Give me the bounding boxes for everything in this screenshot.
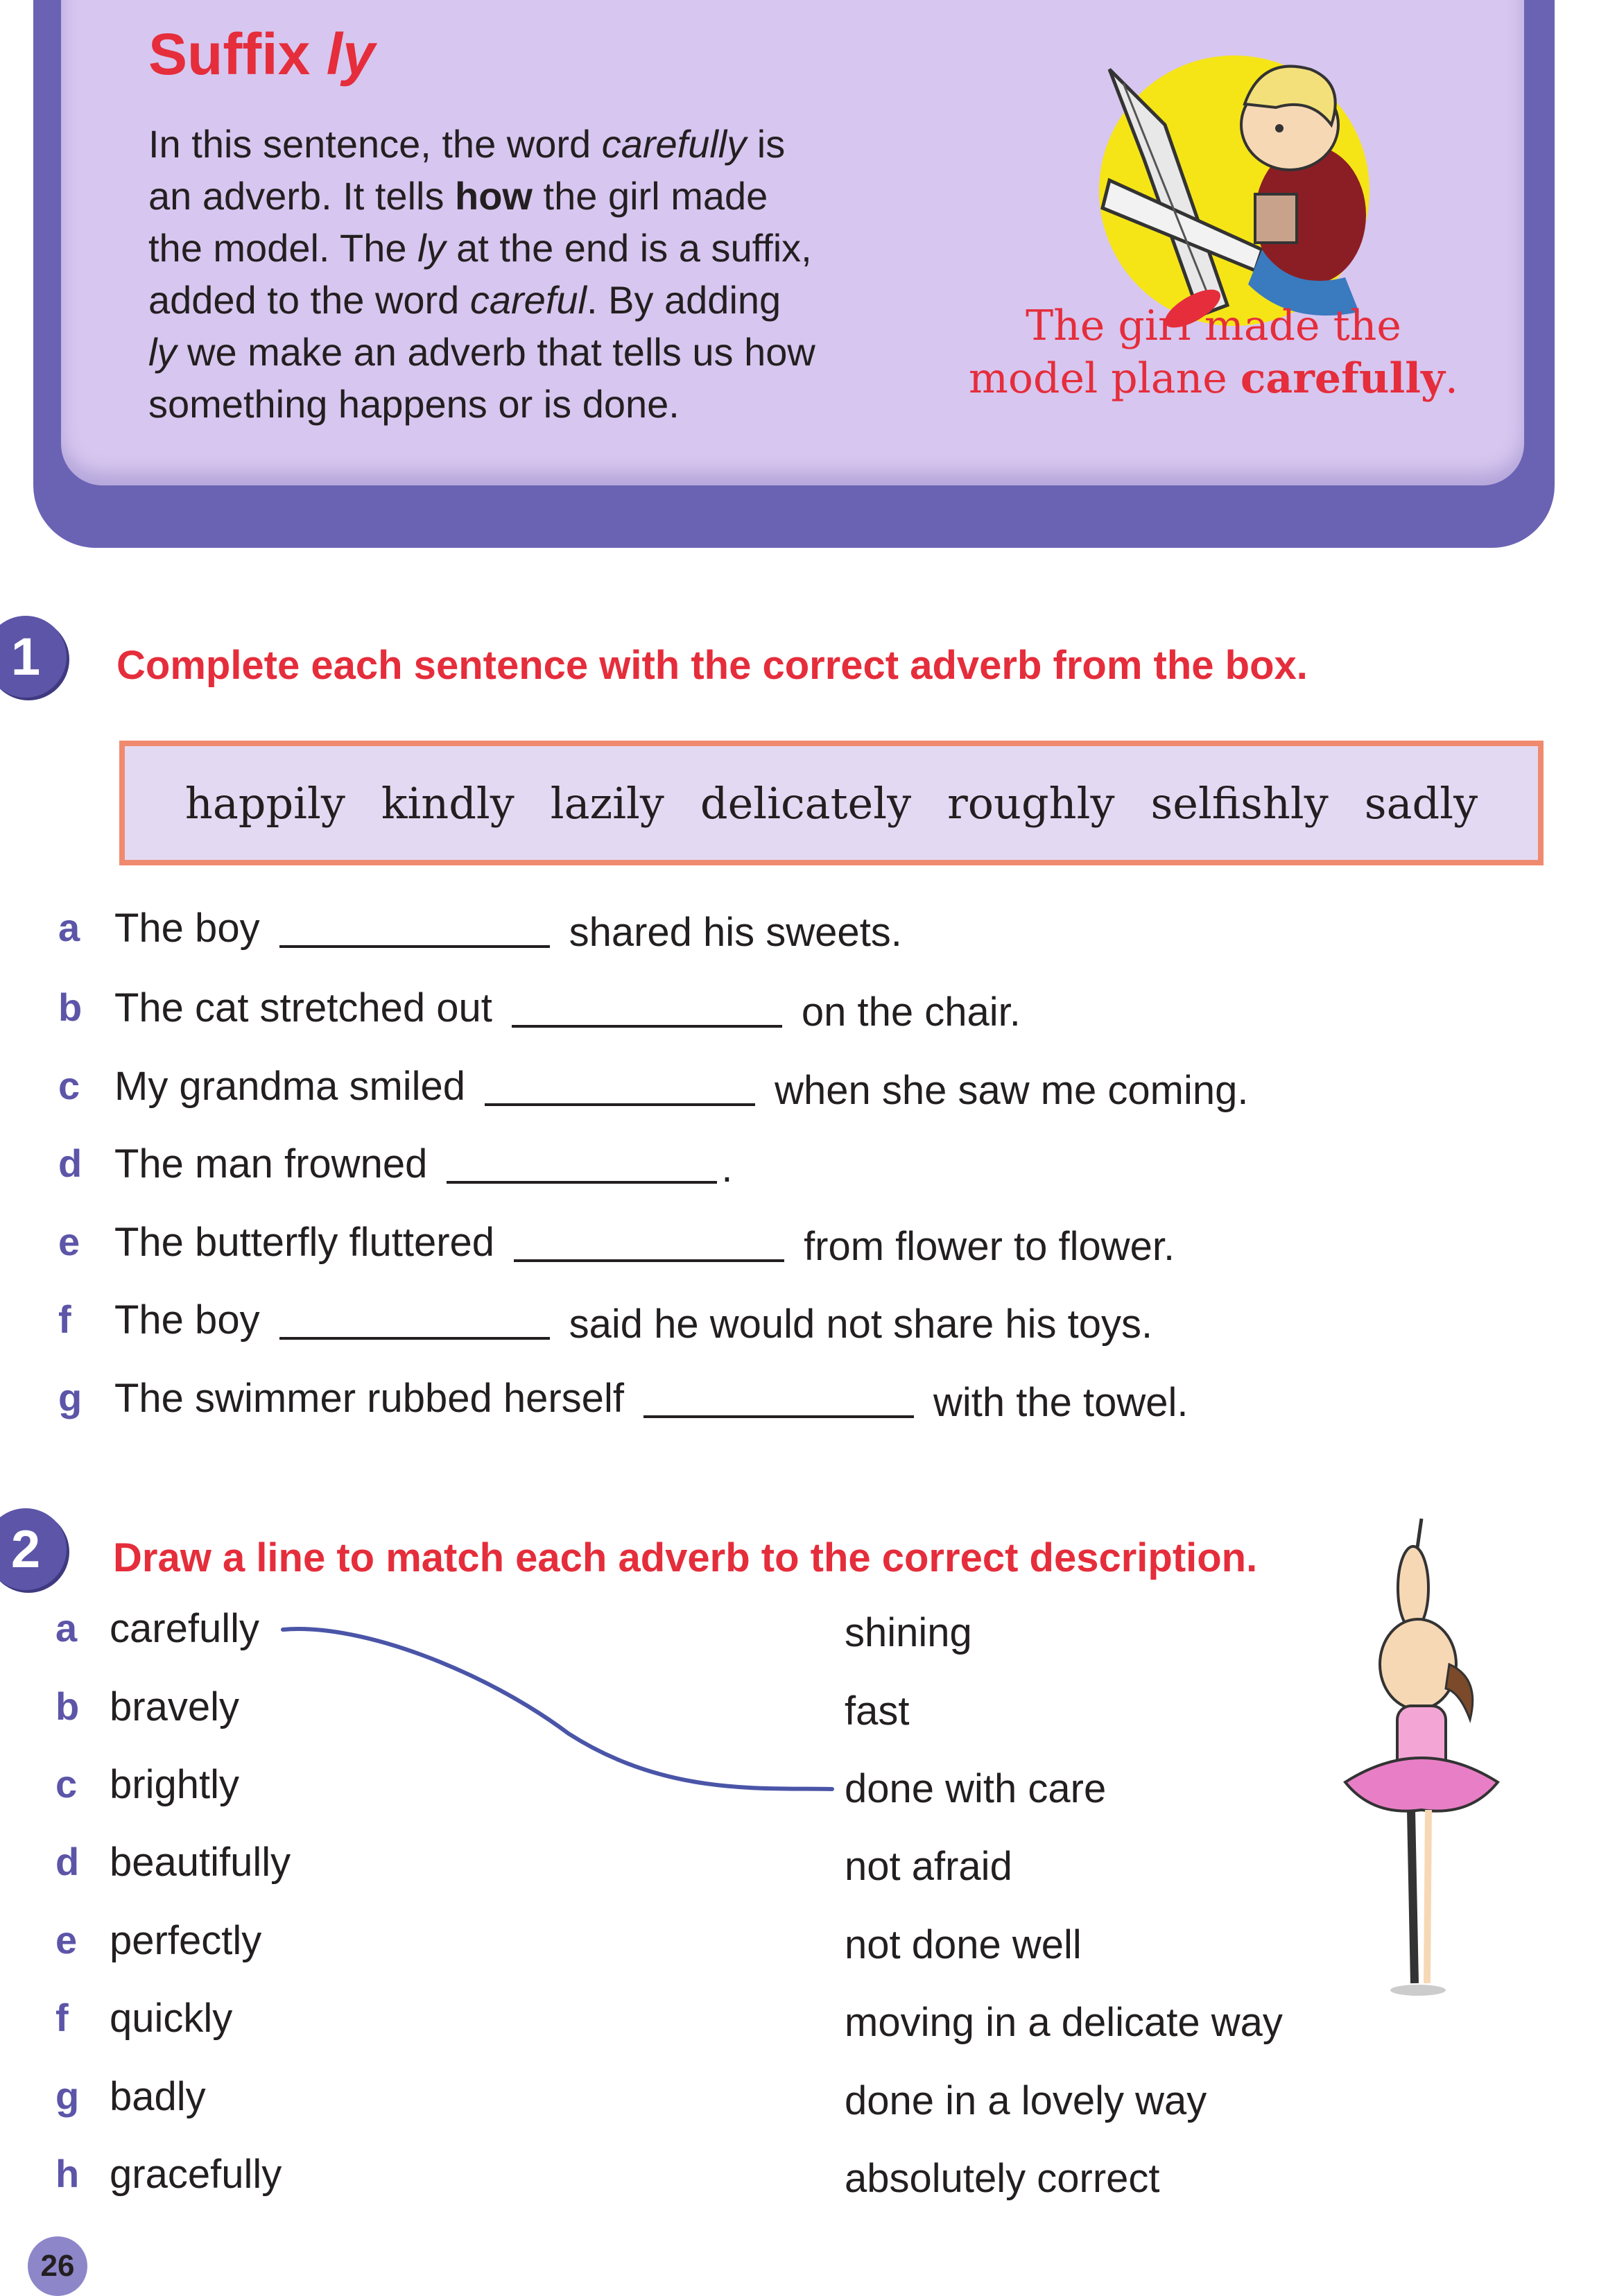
sentence-letter: e: [58, 1220, 80, 1263]
ballerina-illustration: [1331, 1505, 1512, 2004]
answer-blank[interactable]: [485, 1103, 755, 1106]
adverb-letter: e: [55, 1918, 78, 1962]
word-box-word: kindly: [381, 777, 515, 829]
section-2-heading: Draw a line to match each adverb to the correct description.: [113, 1535, 1258, 1580]
page-number: 26: [28, 2236, 87, 2296]
adverb-item[interactable]: perfectly: [110, 1918, 262, 1963]
adverb-item[interactable]: badly: [110, 2074, 206, 2119]
answer-blank[interactable]: [279, 945, 550, 948]
sentence-end: on the chair.: [801, 990, 1021, 1035]
adverb-letter: f: [55, 1996, 69, 2039]
adverb-letter: b: [55, 1684, 80, 1728]
answer-blank[interactable]: [512, 1025, 782, 1028]
sentence-end: when she saw me coming.: [775, 1068, 1249, 1113]
section-2-number: 2: [0, 1508, 67, 1590]
sentence-start: The butterfly fluttered: [114, 1220, 495, 1265]
sentence-letter: c: [58, 1064, 80, 1107]
sentence-end: with the towel.: [933, 1380, 1189, 1425]
adverb-letter: d: [55, 1840, 80, 1883]
adverb-word-box: [119, 741, 1544, 865]
sentence-letter: g: [58, 1376, 83, 1419]
info-title: Suffix ly: [148, 21, 375, 87]
adverb-letter: c: [55, 1762, 78, 1806]
example-match-line: [277, 1616, 846, 1803]
word-box-word: roughly: [947, 777, 1115, 829]
sentence-end: said he would not share his toys.: [569, 1302, 1153, 1347]
adverb-letter: g: [55, 2074, 80, 2118]
description-item[interactable]: absolutely correct: [845, 2156, 1160, 2201]
sentence-start: The cat stretched out: [114, 985, 492, 1030]
sentence-letter: d: [58, 1141, 83, 1185]
description-item[interactable]: not afraid: [845, 1844, 1012, 1889]
adverb-item[interactable]: quickly: [110, 1996, 233, 2041]
sentence-letter: f: [58, 1297, 71, 1341]
word-box-word: sadly: [1364, 777, 1478, 829]
answer-blank[interactable]: [447, 1181, 717, 1184]
description-item[interactable]: done with care: [845, 1766, 1107, 1811]
sentence-start: The boy: [114, 1297, 260, 1343]
adverb-letter: a: [55, 1606, 78, 1650]
sentence-end: .: [721, 1146, 733, 1191]
word-box-word: happily: [184, 777, 345, 829]
adverb-item[interactable]: bravely: [110, 1684, 239, 1729]
sentence-letter: b: [58, 985, 83, 1029]
section-1-heading: Complete each sentence with the correct adverb from the box.: [116, 643, 1308, 688]
word-box-word: lazily: [550, 777, 664, 829]
girl-making-plane-illustration: [1082, 42, 1387, 333]
answer-blank[interactable]: [514, 1259, 784, 1262]
word-box-word: delicately: [700, 777, 912, 829]
answer-blank[interactable]: [279, 1337, 550, 1340]
adverb-item[interactable]: beautifully: [110, 1840, 291, 1885]
section-1-number: 1: [0, 616, 67, 698]
info-paragraph: In this sentence, the word carefully is an adverb. It tells how the girl made the model. The ly at the end is a suffix, added to the word careful. By adding ly we make an adverb that tells us how something happens or is done.: [148, 122, 815, 426]
example-caption: The girl made the model plane carefully.: [969, 302, 1458, 403]
sentence-start: The boy: [114, 906, 260, 951]
adverb-item[interactable]: gracefully: [110, 2152, 282, 2197]
description-item[interactable]: done in a lovely way: [845, 2078, 1207, 2123]
adverb-item[interactable]: carefully: [110, 1606, 259, 1651]
description-item[interactable]: not done well: [845, 1922, 1082, 1967]
sentence-start: The swimmer rubbed herself: [114, 1376, 624, 1421]
description-item[interactable]: fast: [845, 1689, 910, 1734]
sentence-start: My grandma smiled: [114, 1064, 466, 1109]
sentence-end: shared his sweets.: [569, 910, 902, 955]
adverb-item[interactable]: brightly: [110, 1762, 239, 1807]
description-item[interactable]: shining: [845, 1610, 972, 1655]
sentence-start: The man frowned: [114, 1141, 428, 1186]
word-box-word: selfishly: [1150, 777, 1329, 829]
description-item[interactable]: moving in a delicate way: [845, 2000, 1283, 2045]
answer-blank[interactable]: [643, 1415, 914, 1418]
adverb-letter: h: [55, 2152, 80, 2195]
sentence-letter: a: [58, 906, 80, 949]
sentence-end: from flower to flower.: [804, 1224, 1175, 1269]
